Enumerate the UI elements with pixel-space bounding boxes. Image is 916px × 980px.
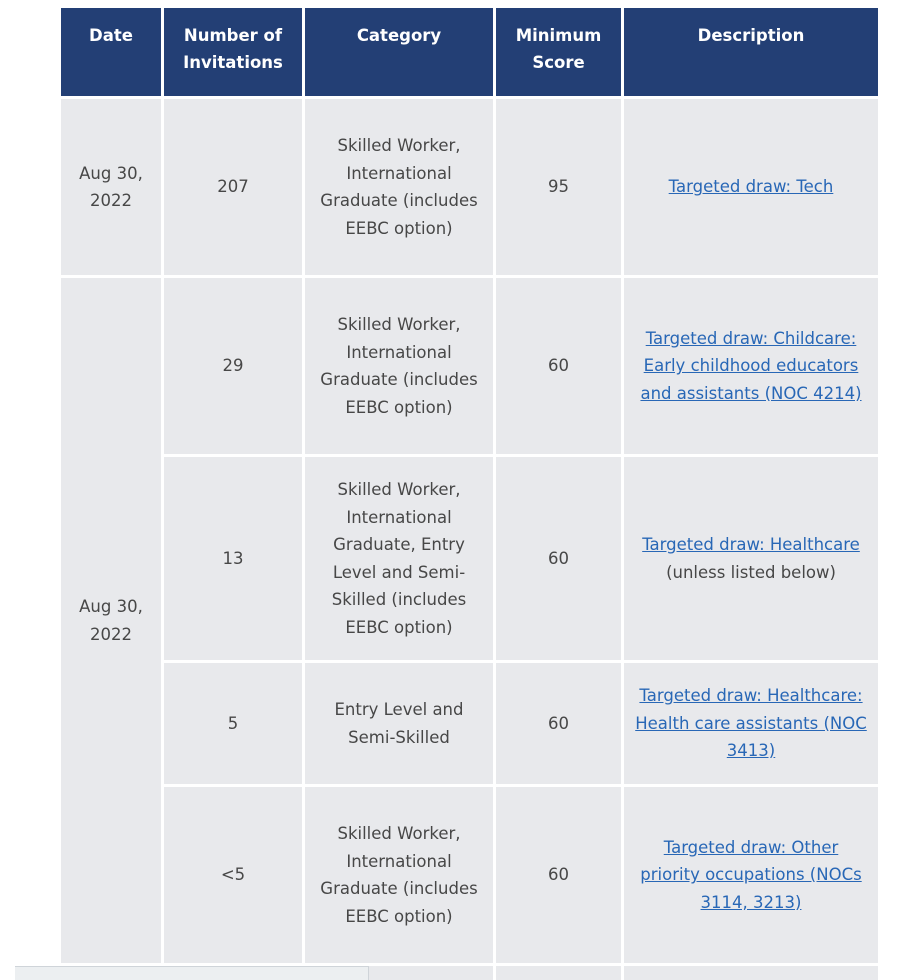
- header-category: Category: [305, 8, 493, 96]
- category-cell: Entry Level and Semi-Skilled: [305, 663, 493, 784]
- table-row: [61, 787, 878, 963]
- header-row: [61, 8, 878, 96]
- description-link[interactable]: Targeted draw: Tech: [668, 177, 834, 197]
- minimum-score-cell: 95: [496, 99, 621, 275]
- description-cell: [624, 787, 878, 963]
- description-cell: [624, 663, 878, 784]
- minimum-score-cell: 60: [496, 787, 621, 963]
- invitations-cell: 207: [164, 99, 302, 275]
- minimum-score-cell: 60: [496, 457, 621, 660]
- header-description: Description: [624, 8, 878, 96]
- bottom-overlay-bar: [15, 966, 369, 980]
- table-row: [61, 457, 878, 660]
- date-cell: Aug 30, 2022: [61, 278, 161, 963]
- table-body: [61, 99, 878, 980]
- invitations-cell: 29: [164, 278, 302, 454]
- description-link[interactable]: Targeted draw: Other priority occupations (NOCs 3114, 3213): [640, 837, 862, 912]
- description-cell: [624, 966, 878, 980]
- description-link[interactable]: Targeted draw: Healthcare: Health care assistants (NOC 3413): [635, 686, 867, 761]
- description-cell: [624, 457, 878, 660]
- description-link[interactable]: Targeted draw: Childcare: Early childhood educators and assistants (NOC 4214): [640, 328, 862, 403]
- minimum-score-cell: 60: [496, 663, 621, 784]
- description-cell: [624, 278, 878, 454]
- date-cell: Aug 30, 2022: [61, 99, 161, 275]
- category-cell: Skilled Worker, International Graduate (includes EEBC option): [305, 99, 493, 275]
- table-row: [61, 99, 878, 275]
- invitations-cell: 5: [164, 663, 302, 784]
- header-invitations: Number of Invitations: [164, 8, 302, 96]
- table-row: [61, 278, 878, 454]
- category-cell: Skilled Worker, International Graduate, Entry Level and Semi-Skilled (includes EEBC option): [305, 457, 493, 660]
- header-minimum-score: Minimum Score: [496, 8, 621, 96]
- invitations-cell: 13: [164, 457, 302, 660]
- description-note: (unless listed below): [666, 562, 836, 582]
- invitations-cell: <5: [164, 787, 302, 963]
- table-header: [61, 8, 878, 96]
- category-cell: Skilled Worker, International Graduate (includes EEBC option): [305, 787, 493, 963]
- description-link[interactable]: Targeted draw: Healthcare: [642, 535, 860, 554]
- minimum-score-cell: [496, 966, 621, 980]
- category-cell: Skilled Worker, International Graduate (includes EEBC option): [305, 278, 493, 454]
- minimum-score-cell: 60: [496, 278, 621, 454]
- draw-results-table: [58, 5, 881, 980]
- table-row: [61, 663, 878, 784]
- header-date: Date: [61, 8, 161, 96]
- description-cell: [624, 99, 878, 275]
